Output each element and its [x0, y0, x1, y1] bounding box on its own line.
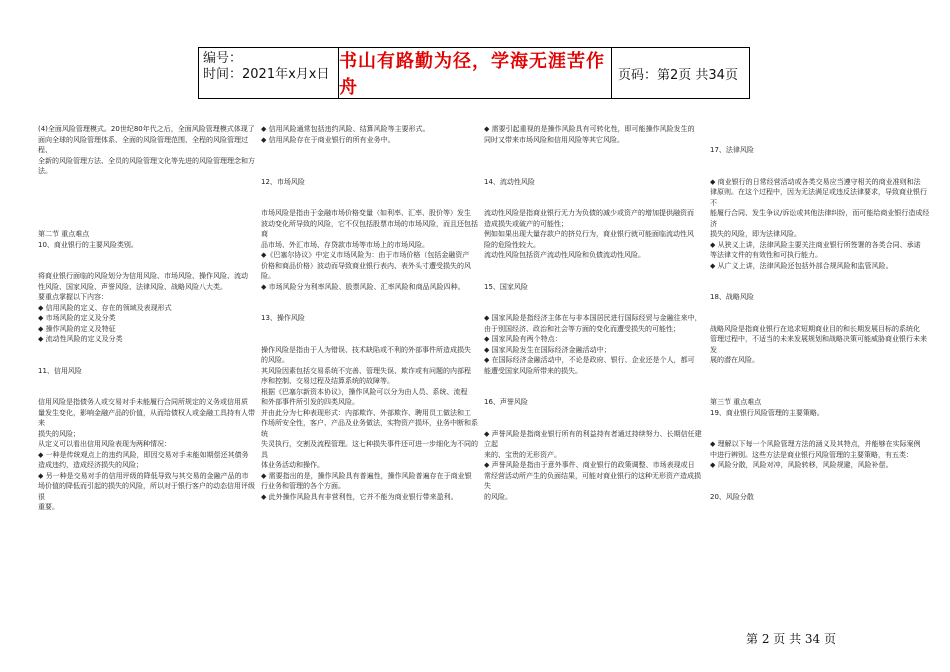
header-info-cell	[199, 48, 339, 98]
text-line	[484, 418, 704, 429]
text-line	[261, 166, 481, 177]
text-line: 的风险。	[484, 492, 512, 501]
text-line	[261, 198, 481, 209]
text-line: 14、流动性风险	[484, 177, 535, 186]
text-line: 12、市场风险	[261, 177, 305, 186]
text-line	[484, 376, 704, 387]
text-line: 10、商业银行的主要风险类别。	[38, 240, 138, 249]
text-line	[484, 166, 704, 177]
text-line: 例如如果出现大量存款户的挤兑行为，商业银行就可能面临流动性风	[484, 230, 694, 238]
text-line: 能遭受国家风险所带来的损失。	[484, 366, 582, 375]
text-line: 其风险因素包括交易系统不完善、管理失误、欺诈或有问题的内部程	[261, 366, 471, 375]
text-line	[484, 408, 704, 419]
text-line: 的风险。	[261, 356, 289, 364]
text-line: ◆ 市场风险分为利率风险、股票风险、汇率风险和商品风险四种。	[261, 282, 465, 291]
text-line: 律原则。在这个过程中，因为无法满足或违反法律要求，导致商业银行不	[710, 188, 927, 207]
text-line: 量发生变化，影响金融产品的价值，从而给债权人或金融工具持有人带来	[38, 408, 255, 427]
text-line	[710, 124, 930, 135]
text-line	[710, 282, 930, 293]
text-line: ◆ 国家风险发生在国际经济金融活动中；	[484, 345, 611, 354]
text-line	[484, 292, 704, 303]
text-line: 序和控制、交易过程及结算系统的故障等。	[261, 377, 394, 385]
text-line: 性风险、国家风险、声誉风险、法律风险、战略风险八大类。	[38, 282, 227, 291]
text-line	[484, 156, 704, 167]
text-line	[710, 135, 930, 146]
text-line: 17、法律风险	[710, 146, 754, 154]
text-line: 19、商业银行风险管理的主要策略。	[710, 408, 824, 417]
text-line: ◆ 商业银行的日常经营活动或各类交易应当遵守相关的商业准则和法	[710, 177, 921, 186]
text-line: 战略风险是指商业银行在追求短期商业目的和长期发展目标的系统化	[710, 324, 920, 333]
text-line: ◆ 此外操作风险具有非营利性，它并不能为商业银行带来盈利。	[261, 492, 458, 501]
document-date: 时间：2021年x月x日	[203, 67, 330, 82]
text-line	[38, 261, 258, 272]
text-line	[261, 187, 481, 198]
text-line: ◆ 需要引起重视的是操作风险具有可转化性，即可能操作风险发生的	[484, 125, 695, 133]
page-header	[198, 47, 750, 99]
text-line: 根据《巴塞尔新资本协议》，操作风险可以分为由人员、系统、流程	[261, 387, 468, 396]
text-line: 将商业银行面临的风险划分为信用风险、市场风险、操作风险、流动	[38, 272, 248, 280]
text-line: ◆ 国家风险是指经济主体在与非本国居民进行国际经贸与金融往来中，	[484, 314, 702, 322]
page-footer: 第 2 页 共 34 页	[746, 632, 836, 646]
text-line: 15、国家风险	[484, 282, 528, 291]
text-line	[38, 177, 258, 188]
text-line	[484, 261, 704, 272]
text-line	[261, 303, 481, 314]
text-line	[261, 324, 481, 335]
text-line: ◆ 市场风险的定义及分类	[38, 314, 116, 322]
text-line	[261, 292, 481, 303]
text-line	[38, 219, 258, 230]
header-motto: 书山有路勤为径，学海无涯苦作舟	[339, 48, 612, 98]
text-line: 行业务和管理的各个方面。	[261, 482, 345, 490]
text-line: 失灵执行，交割及流程管理。这七种损失事件还可进一步细化为不同的具	[261, 440, 478, 459]
text-line	[710, 166, 930, 177]
text-line: 体业务活动和操作。	[261, 461, 324, 469]
text-line: (4)全面风险管理模式。20世纪80年代之后，全面风险管理模式体现了	[38, 125, 255, 133]
text-line	[710, 471, 930, 482]
text-line: 场价值的降低而引起的损失的风险，所以对于银行客户的动态信用评级很	[38, 482, 255, 501]
text-line: 面向全球的风险管理体系、全面的风险管理范围、全程的风险管理过程、	[38, 135, 248, 154]
text-line	[484, 187, 704, 198]
text-line: 和外部事件所引发的四类风险。	[261, 398, 359, 406]
text-line: ◆ 声誉风险是指由于意外事件、商业银行的政策调整、市场表现或日	[484, 461, 695, 469]
text-line: 管理过程中，不适当的未来发展规划和战略决策可能威胁商业银行未来发	[710, 335, 927, 354]
text-line: 同时又带来市场风险和信用风险等其它风险。	[484, 135, 624, 144]
text-line	[484, 387, 704, 398]
text-line: 造成损失或破产的可能性；	[484, 219, 568, 228]
text-column-4	[710, 124, 930, 502]
text-line: 13、操作风险	[261, 314, 305, 322]
text-line: 等法律文件的有效性和可执行能力。	[710, 251, 822, 259]
text-line: ◆《巴塞尔协议》中定义市场风险为：由于市场价格（包括金融资产	[261, 251, 470, 259]
text-column-3	[484, 124, 704, 502]
text-line: ◆ 一种是传统观点上的违约风险，即因交易对手未能如期偿还其债务	[38, 450, 249, 459]
text-line: 品市场、外汇市场、存贷款市场等市场上的市场风险。	[261, 240, 429, 249]
text-line	[710, 418, 930, 429]
text-line	[261, 145, 481, 156]
text-line	[710, 156, 930, 167]
text-line: ◆ 另一种是交易对手的信用评级的降低导致与其交易的金融产品的市	[38, 471, 249, 480]
text-column-1	[38, 124, 258, 513]
text-line	[710, 313, 930, 324]
text-line: ◆ 信用风险的定义、存在的领域及表现形式	[38, 303, 172, 312]
text-line: 波动变化所导致的风险，它不仅包括股票市场的市场风险，而且还包括商	[261, 219, 478, 238]
text-line	[710, 303, 930, 314]
text-line: 流动性风险是指商业银行无力为负债的减少或资产的增加提供融资而	[484, 209, 694, 217]
text-line	[710, 366, 930, 377]
text-column-2	[261, 124, 481, 502]
text-line: 造成违约，造成经济损失的风险；	[38, 461, 143, 469]
text-line	[38, 376, 258, 387]
header-page-number: 页码：第2页 共34页	[618, 67, 738, 83]
text-line: ◆ 风险分散，风险对冲，风险转移，风险规避，风险补偿。	[710, 461, 893, 469]
text-line	[484, 198, 704, 209]
text-line: 由于别国经济、政治和社会等方面的变化而遭受损失的可能性；	[484, 324, 680, 333]
text-line	[38, 387, 258, 398]
text-line: 11、信用风险	[38, 366, 82, 375]
text-line	[38, 345, 258, 356]
text-line	[710, 481, 930, 492]
text-line: 重要。	[38, 503, 59, 511]
text-line	[38, 208, 258, 219]
text-line: 能履行合同、发生争议/诉讼或其他法律纠纷，而可能给商业银行造成经济	[710, 209, 930, 228]
text-line	[710, 376, 930, 387]
text-line: 流动性风险包括资产流动性风险和负债流动性风险。	[484, 251, 645, 259]
text-line: 要重点掌握以下内容：	[38, 293, 108, 301]
text-line: ◆ 需要指出的是，操作风险具有普遍性，操作风险普遍存在于商业银	[261, 471, 472, 480]
text-line: 展的潜在风险。	[710, 356, 759, 364]
text-line: ◆ 声誉风险是指商业银行所有的利益持有者通过持续努力、长期信任建立起	[484, 429, 702, 448]
text-line: 来的、宝贵的无形资产。	[484, 450, 561, 459]
text-line: ◆ 在国际经济金融活动中，不论是政府、银行、企业还是个人，都可	[484, 356, 695, 364]
text-line: ◆ 国家风险有两个特点：	[484, 335, 562, 343]
document-code-label: 编号：	[203, 51, 243, 66]
text-line: 第二节 重点难点	[38, 230, 90, 238]
text-line: 险的危险性较大。	[484, 240, 540, 249]
text-line: ◆ 从广义上讲，法律风险还包括外部合规风险和监管风险。	[710, 261, 893, 270]
text-line	[710, 429, 930, 440]
text-line: 从定义可以看出信用风险表现为两种情况：	[38, 440, 171, 448]
text-line: ◆ 从狭义上讲，法律风险主要关注商业银行所签署的各类合同、承诺	[710, 240, 921, 249]
text-line	[261, 156, 481, 167]
text-line: 价格和商品价格）波动而导致商业银行表内、表外头寸遭受损失的风险。	[261, 261, 471, 280]
text-line: 市场风险是指由于金融市场价格变量（如利率、汇率、股价等）发生	[261, 209, 471, 217]
text-line: 信用风险是指债务人或交易对手未能履行合同所规定的义务或信用质	[38, 398, 248, 406]
text-line: 第三节 重点难点	[710, 398, 762, 406]
text-line: 损失的风险，即为法律风险。	[710, 230, 801, 238]
text-line: 16、声誉风险	[484, 398, 528, 406]
text-line	[484, 271, 704, 282]
text-line: 20、风险分散	[710, 492, 754, 501]
text-line: ◆ 理解以下每一个风险管理方法的涵义及其特点，并能够在实际案例	[710, 440, 921, 448]
text-line	[484, 303, 704, 314]
text-line	[38, 355, 258, 366]
text-line	[38, 198, 258, 209]
text-line	[261, 334, 481, 345]
text-line: ◆ 信用风险通常包括违约风险、结算风险等主要形式。	[261, 125, 430, 133]
text-line	[38, 187, 258, 198]
text-line	[38, 250, 258, 261]
text-line: 损失的风险；	[38, 429, 80, 438]
text-line: 中进行辨别。这些方法是商业银行风险管理的主要策略，有五类：	[710, 450, 913, 459]
text-line: 操作风险是指由于人为错误、技术缺陷或不利的外部事件所造成损失	[261, 345, 471, 354]
text-line: ◆ 信用风险存在于商业银行的所有业务中。	[261, 135, 395, 144]
text-line	[710, 387, 930, 398]
text-line: ◆ 操作风险的定义及特征	[38, 324, 116, 333]
text-line: ◆ 流动性风险的定义及分类	[38, 335, 123, 343]
text-line: 并由此分为七种表现形式：内部欺诈、外部欺诈、聘用员工做法和工	[261, 408, 471, 417]
text-line: 作场所安全性，客户、产品及业务做法，实物资产损坏，业务中断和系统	[261, 419, 478, 438]
text-line: 18、战略风险	[710, 293, 754, 301]
text-line: 常经营活动所产生的负面结果，可能对商业银行的这种无形资产造成损失	[484, 471, 701, 490]
text-line	[710, 271, 930, 282]
text-line: 全新的风险管理方法、全员的风险管理文化等先进的风险管理理念和方法。	[38, 156, 255, 175]
text-line	[484, 145, 704, 156]
